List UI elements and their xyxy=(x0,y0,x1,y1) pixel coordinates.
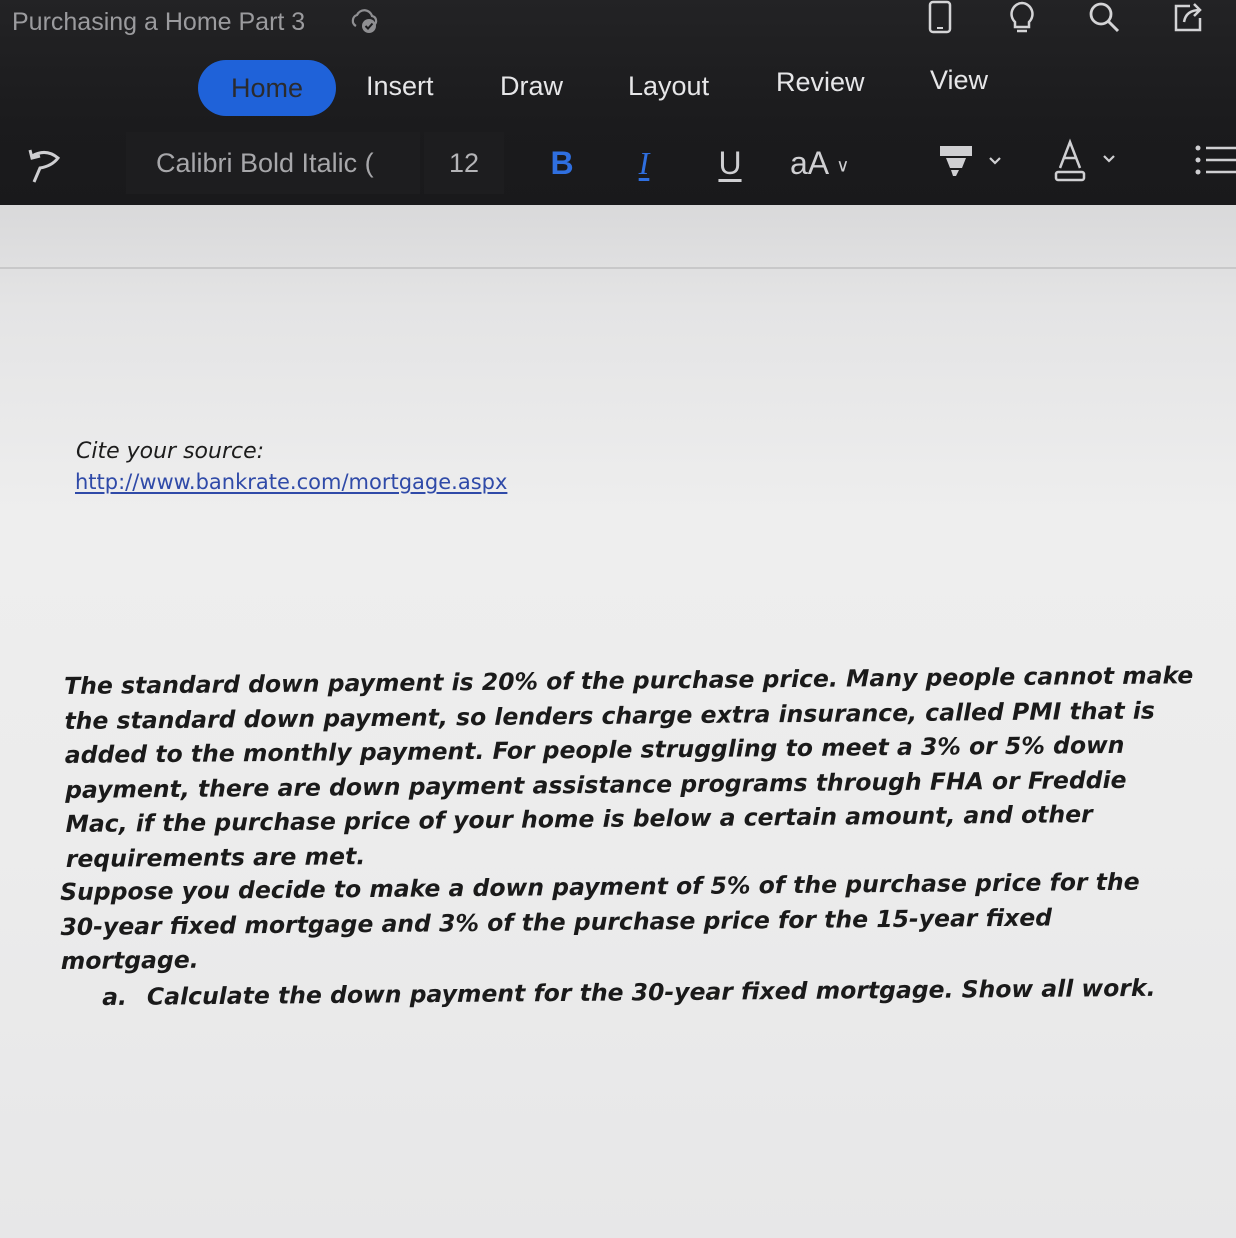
tab-view[interactable]: View xyxy=(930,65,989,95)
document-canvas[interactable] xyxy=(0,205,1236,1238)
phone-layout-icon[interactable] xyxy=(922,0,958,36)
chevron-down-icon: ∨ xyxy=(836,155,850,176)
font-color-icon[interactable] xyxy=(1050,136,1120,186)
source-link[interactable]: http://www.bankrate.com/mortgage.aspx xyxy=(75,470,508,494)
app-header xyxy=(0,0,1236,205)
font-size-field[interactable]: 12 xyxy=(424,132,504,194)
tab-layout[interactable]: Layout xyxy=(628,71,710,101)
paragraph-down-payment: The standard down payment is 20% of the purchase price. Many people cannot make the standard down payment, so lenders charge extra insurance, called PMI that is added to the monthly payment. For people struggling to meet a 3% or 5% down payment, there are down payment assistance programs through FHA or Freddie Mac, if the purchase price of your home is below a certain amount, and other requirements are met. xyxy=(64,661,1194,873)
lightbulb-icon[interactable] xyxy=(1004,0,1040,36)
list-icon[interactable] xyxy=(1190,140,1236,184)
text-size-label: aA xyxy=(790,145,828,181)
tab-insert[interactable]: Insert xyxy=(366,71,434,101)
list-item xyxy=(102,974,1156,1011)
search-icon[interactable] xyxy=(1086,0,1122,36)
underline-button[interactable]: U xyxy=(718,145,742,181)
undo-icon[interactable] xyxy=(26,142,66,188)
bold-button[interactable]: B xyxy=(550,145,574,181)
font-name-field[interactable]: Calibri Bold Italic ( xyxy=(126,132,420,194)
list-item-marker: a. xyxy=(102,982,128,1011)
tab-draw[interactable]: Draw xyxy=(500,71,564,101)
page-break-divider xyxy=(0,267,1236,269)
share-icon[interactable] xyxy=(1170,0,1206,36)
paragraph-suppose: Suppose you decide to make a down payment of 5% of the purchase price for the 30-year fixed mortgage and 3% of the purchase price for the 15-year fixed mortgage. xyxy=(60,867,1140,975)
tab-home[interactable]: Home xyxy=(198,60,336,116)
ribbon-tabs xyxy=(0,58,1236,118)
cite-source-label: Cite your source: xyxy=(76,439,265,464)
italic-button[interactable]: I xyxy=(638,145,650,181)
highlighter-icon[interactable] xyxy=(938,140,1008,186)
document-title[interactable]: Purchasing a Home Part 3 xyxy=(12,8,306,36)
list-item-text: Calculate the down payment for the 30-year fixed mortgage. Show all work. xyxy=(146,973,1156,1011)
text-size-button[interactable] xyxy=(790,138,870,188)
formatting-toolbar xyxy=(0,130,1236,200)
cloud-sync-icon[interactable] xyxy=(348,6,382,36)
tab-review[interactable]: Review xyxy=(776,67,865,97)
